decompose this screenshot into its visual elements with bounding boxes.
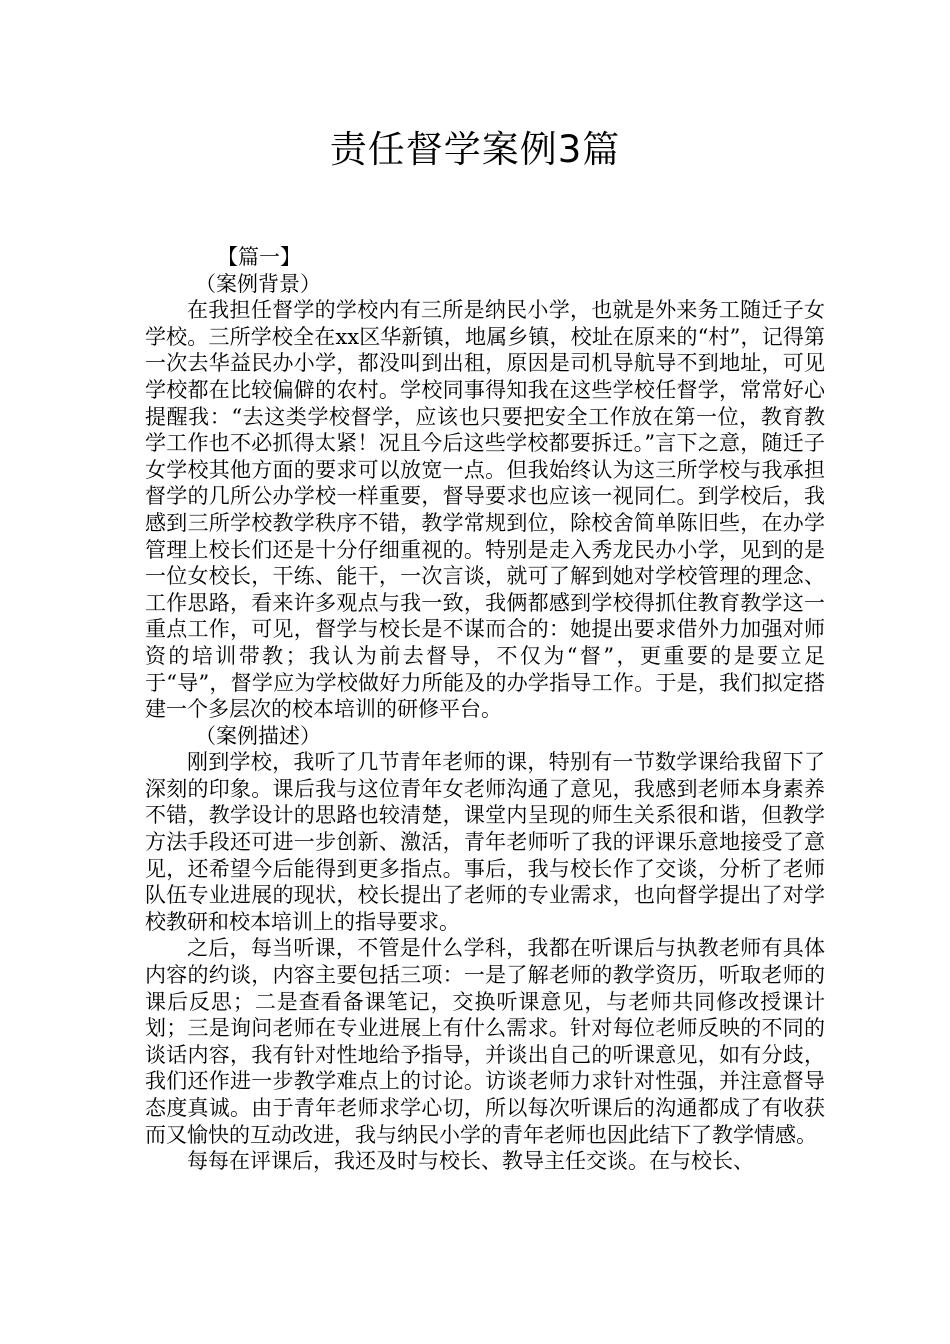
paragraph: 在我担任督学的学校内有三所是纳民小学，也就是外来务工随迁子女学校。三所学校全在xx区华新镇，地属乡镇，校址在原来的“村”，记得第一次去华益民办小学，都没叫到出租，原因是司机导航导不到地址，可见学校都在比较偏僻的农村。学校同事得知我在这些学校任督学，常常好心提醒我：“去这类学校督学，应该也只要把安全工作放在第一位，教育教学工作也不必抓得太紧！况且今后这些学校都要拆迁。”言下之意，随迁子女学校其他方面的要求可以放宽一点。但我始终认为这三所学校与我承担督学的几所公办学校一样重要，督导要求也应该一视同仁。到学校后，我感到三所学校教学秩序不错，教学常规到位，除校舍简单陈旧些，在办学管理上校长们还是十分仔细重视的。特别是走入秀龙民办小学，见到的是一位女校长，干练、能干，一次言谈，就可了解到她对学校管理的理念、工作思路，看来许多观点与我一致，我俩都感到学校得抓住教育教学这一重点工作，可见，督学与校长是不谋而合的：她提出要求借外力加强对师资的培训带教；我认为前去督导，不仅为“督”，更重要的是要立足于“导”，督学应为学校做好力所能及的办学指导工作。于是，我们拟定搭建一个多层次的校本培训的研修平台。 [145,298,825,722]
paragraph: 刚到学校，我听了几节青年老师的课，特别有一节数学课给我留下了深刻的印象。课后我与这位青年女老师沟通了意见，我感到老师本身素养不错，教学设计的思路也较清楚，课堂内呈现的师生关系很和谐，但教学方法手段还可进一步创新、激活，青年老师听了我的评课乐意地接受了意见，还希望今后能得到更多指点。事后，我与校长作了交谈，分析了老师队伍专业进展的现状，校长提出了老师的专业需求，也向督学提出了对学校教研和校本培训上的指导要求。 [145,750,825,934]
section-label: 【篇一】 [217,245,301,269]
paragraph: 每每在评课后，我还及时与校长、教导主任交谈。在与校长、 [187,1149,754,1174]
paragraph: 之后，每当听课，不管是什么学科，我都在听课后与执教老师有具体内容的约谈，内容主要包括三项：一是了解老师的教学资历，听取老师的课后反思；二是查看备课笔记，交换听课意见，与老师共同修改授课计划；三是询问老师在专业进展上有什么需求。针对每位老师反映的不同的谈话内容，我有针对性地给予指导，并谈出自己的听课意见，如有分歧，我们还作进一步教学难点上的讨论。访谈老师力求针对性强，并注意督导态度真诚。由于青年老师求学心切，所以每次听课后的沟通都成了有收获而又愉快的互动改进，我与纳民小学的青年老师也因此结下了教学情感。 [145,936,825,1147]
document-body [145,244,825,1175]
heading-case-background: （案例背景） [195,271,321,296]
heading-case-description: （案例描述） [195,723,321,748]
document-title: 责任督学案例3篇 [329,128,621,171]
